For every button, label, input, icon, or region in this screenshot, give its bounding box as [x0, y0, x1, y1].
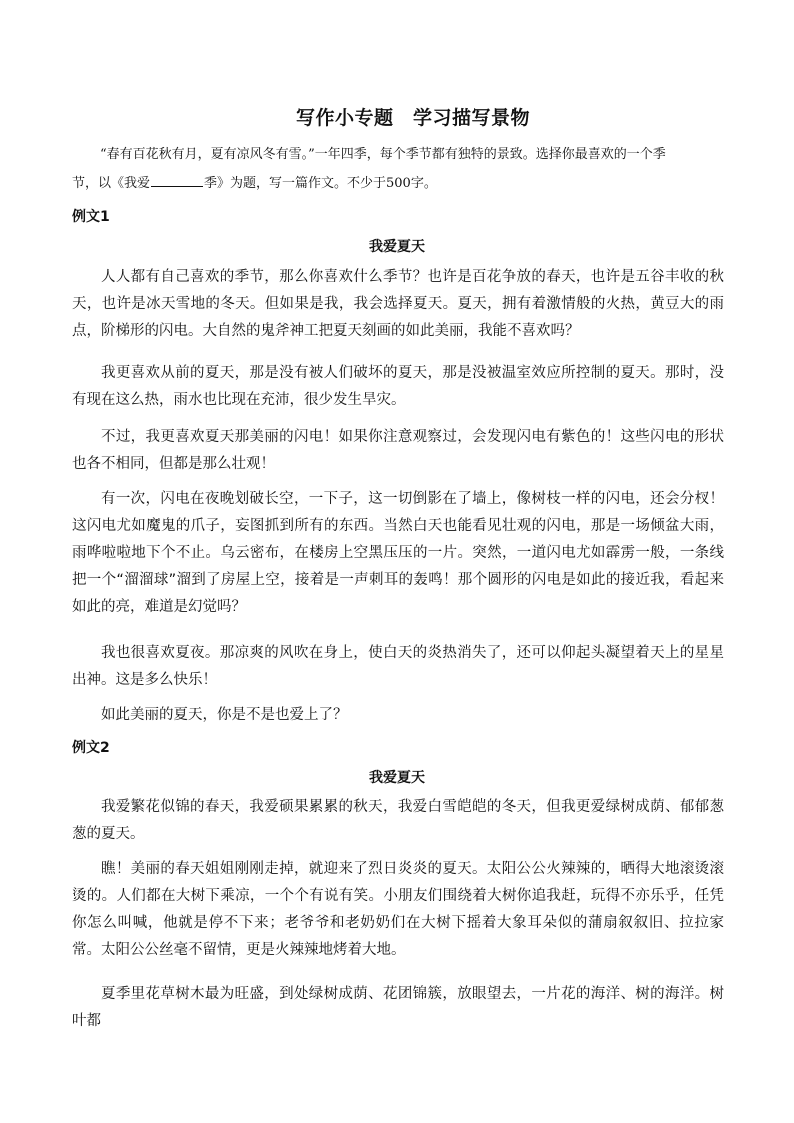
example-2-label: 例文2 — [72, 740, 110, 756]
example-2-paragraph-3: 夏季里花草树木最为旺盛，到处绿树成荫、花团锦簇，放眼望去，一片花的海洋、树的海洋。树叶都 — [72, 986, 724, 1029]
page-title: 写作小专题 学习描写景物 — [295, 107, 530, 129]
prompt-line-2-before: 节，以《我爱 — [72, 176, 151, 191]
example-2-title: 我爱夏天 — [369, 770, 425, 786]
example-1-paragraph-2: 我更喜欢从前的夏天，那是没有被人们破坏的夏天，那是没被温室效应所控制的夏天。那时，没有现在这么热，雨水也比现在充沛，很少发生旱灾。 — [72, 365, 724, 408]
example-2-paragraph-1: 我爱繁花似锦的春天，我爱硕果累累的秋天，我爱白雪皑皑的冬天，但我更爱绿树成荫、郁郁葱葱的夏天。 — [72, 799, 724, 842]
example-1-paragraph-6: 如此美丽的夏天，你是不是也爱上了？ — [101, 707, 348, 723]
example-1-paragraph-4: 有一次，闪电在夜晚划破长空，一下子，这一切倒影在了墙上，像树枝一样的闪电，还会分杈！这闪电尤如魔鬼的爪子，妄图抓到所有的东西。当然白天也能看见壮观的闪电，那是一场倾盆大雨，雨哗啦啦地下个不止。乌云密布，在楼房上空黑压压的一片。突然，一道闪电尤如霹雳一般，一条线把一个“溜溜球”溜到了房屋上空，接着是一声刺耳的轰鸣！那个圆形的闪电是如此的接近我，看起来如此的亮，难道是幻觉吗？ — [72, 491, 724, 615]
example-1-title: 我爱夏天 — [369, 239, 425, 255]
example-1-paragraph-1: 人人都有自己喜欢的季节，那么你喜欢什么季节？也许是百花争放的春天，也许是五谷丰收的秋天，也许是冰天雪地的冬天。但如果是我，我会选择夏天。夏天，拥有着激情般的火热，黄豆大的雨点，阶梯形的闪电。大自然的鬼斧神工把夏天刻画的如此美丽，我能不喜欢吗？ — [72, 269, 724, 339]
fill-in-blank — [151, 174, 203, 187]
example-1-paragraph-5: 我也很喜欢夏夜。那凉爽的风吹在身上，使白天的炎热消失了，还可以仰起头凝望着天上的星星出神。这是多么快乐！ — [72, 645, 724, 688]
example-1-label: 例文1 — [72, 209, 110, 225]
prompt-line-1: “春有百花秋有月，夏有凉风冬有雪。”一年四季，每个季节都有独特的景致。选择你最喜欢的一个季 — [100, 147, 666, 162]
example-1-paragraph-3: 不过，我更喜欢夏天那美丽的闪电！如果你注意观察过，会发现闪电有紫色的！这些闪电的形状也各不相同，但都是那么壮观！ — [72, 429, 724, 472]
example-2-paragraph-2: 瞧！美丽的春天姐姐刚刚走掉，就迎来了烈日炎炎的夏天。太阳公公火辣辣的，晒得大地滚烫滚烫的。人们都在大树下乘凉，一个个有说有笑。小朋友们围绕着大树你追我赶，玩得不亦乐乎，任凭你怎么叫喊，他就是停不下来；老爷爷和老奶奶们在大树下摇着大象耳朵似的蒲扇叙叙旧、拉拉家常。太阳公公丝毫不留情，更是火辣辣地烤着大地。 — [72, 861, 724, 958]
prompt-line-2 — [72, 169, 734, 198]
writing-prompt — [72, 140, 734, 198]
prompt-line-2-after: 季》为题，写一篇作文。不少于500字。 — [204, 176, 437, 191]
